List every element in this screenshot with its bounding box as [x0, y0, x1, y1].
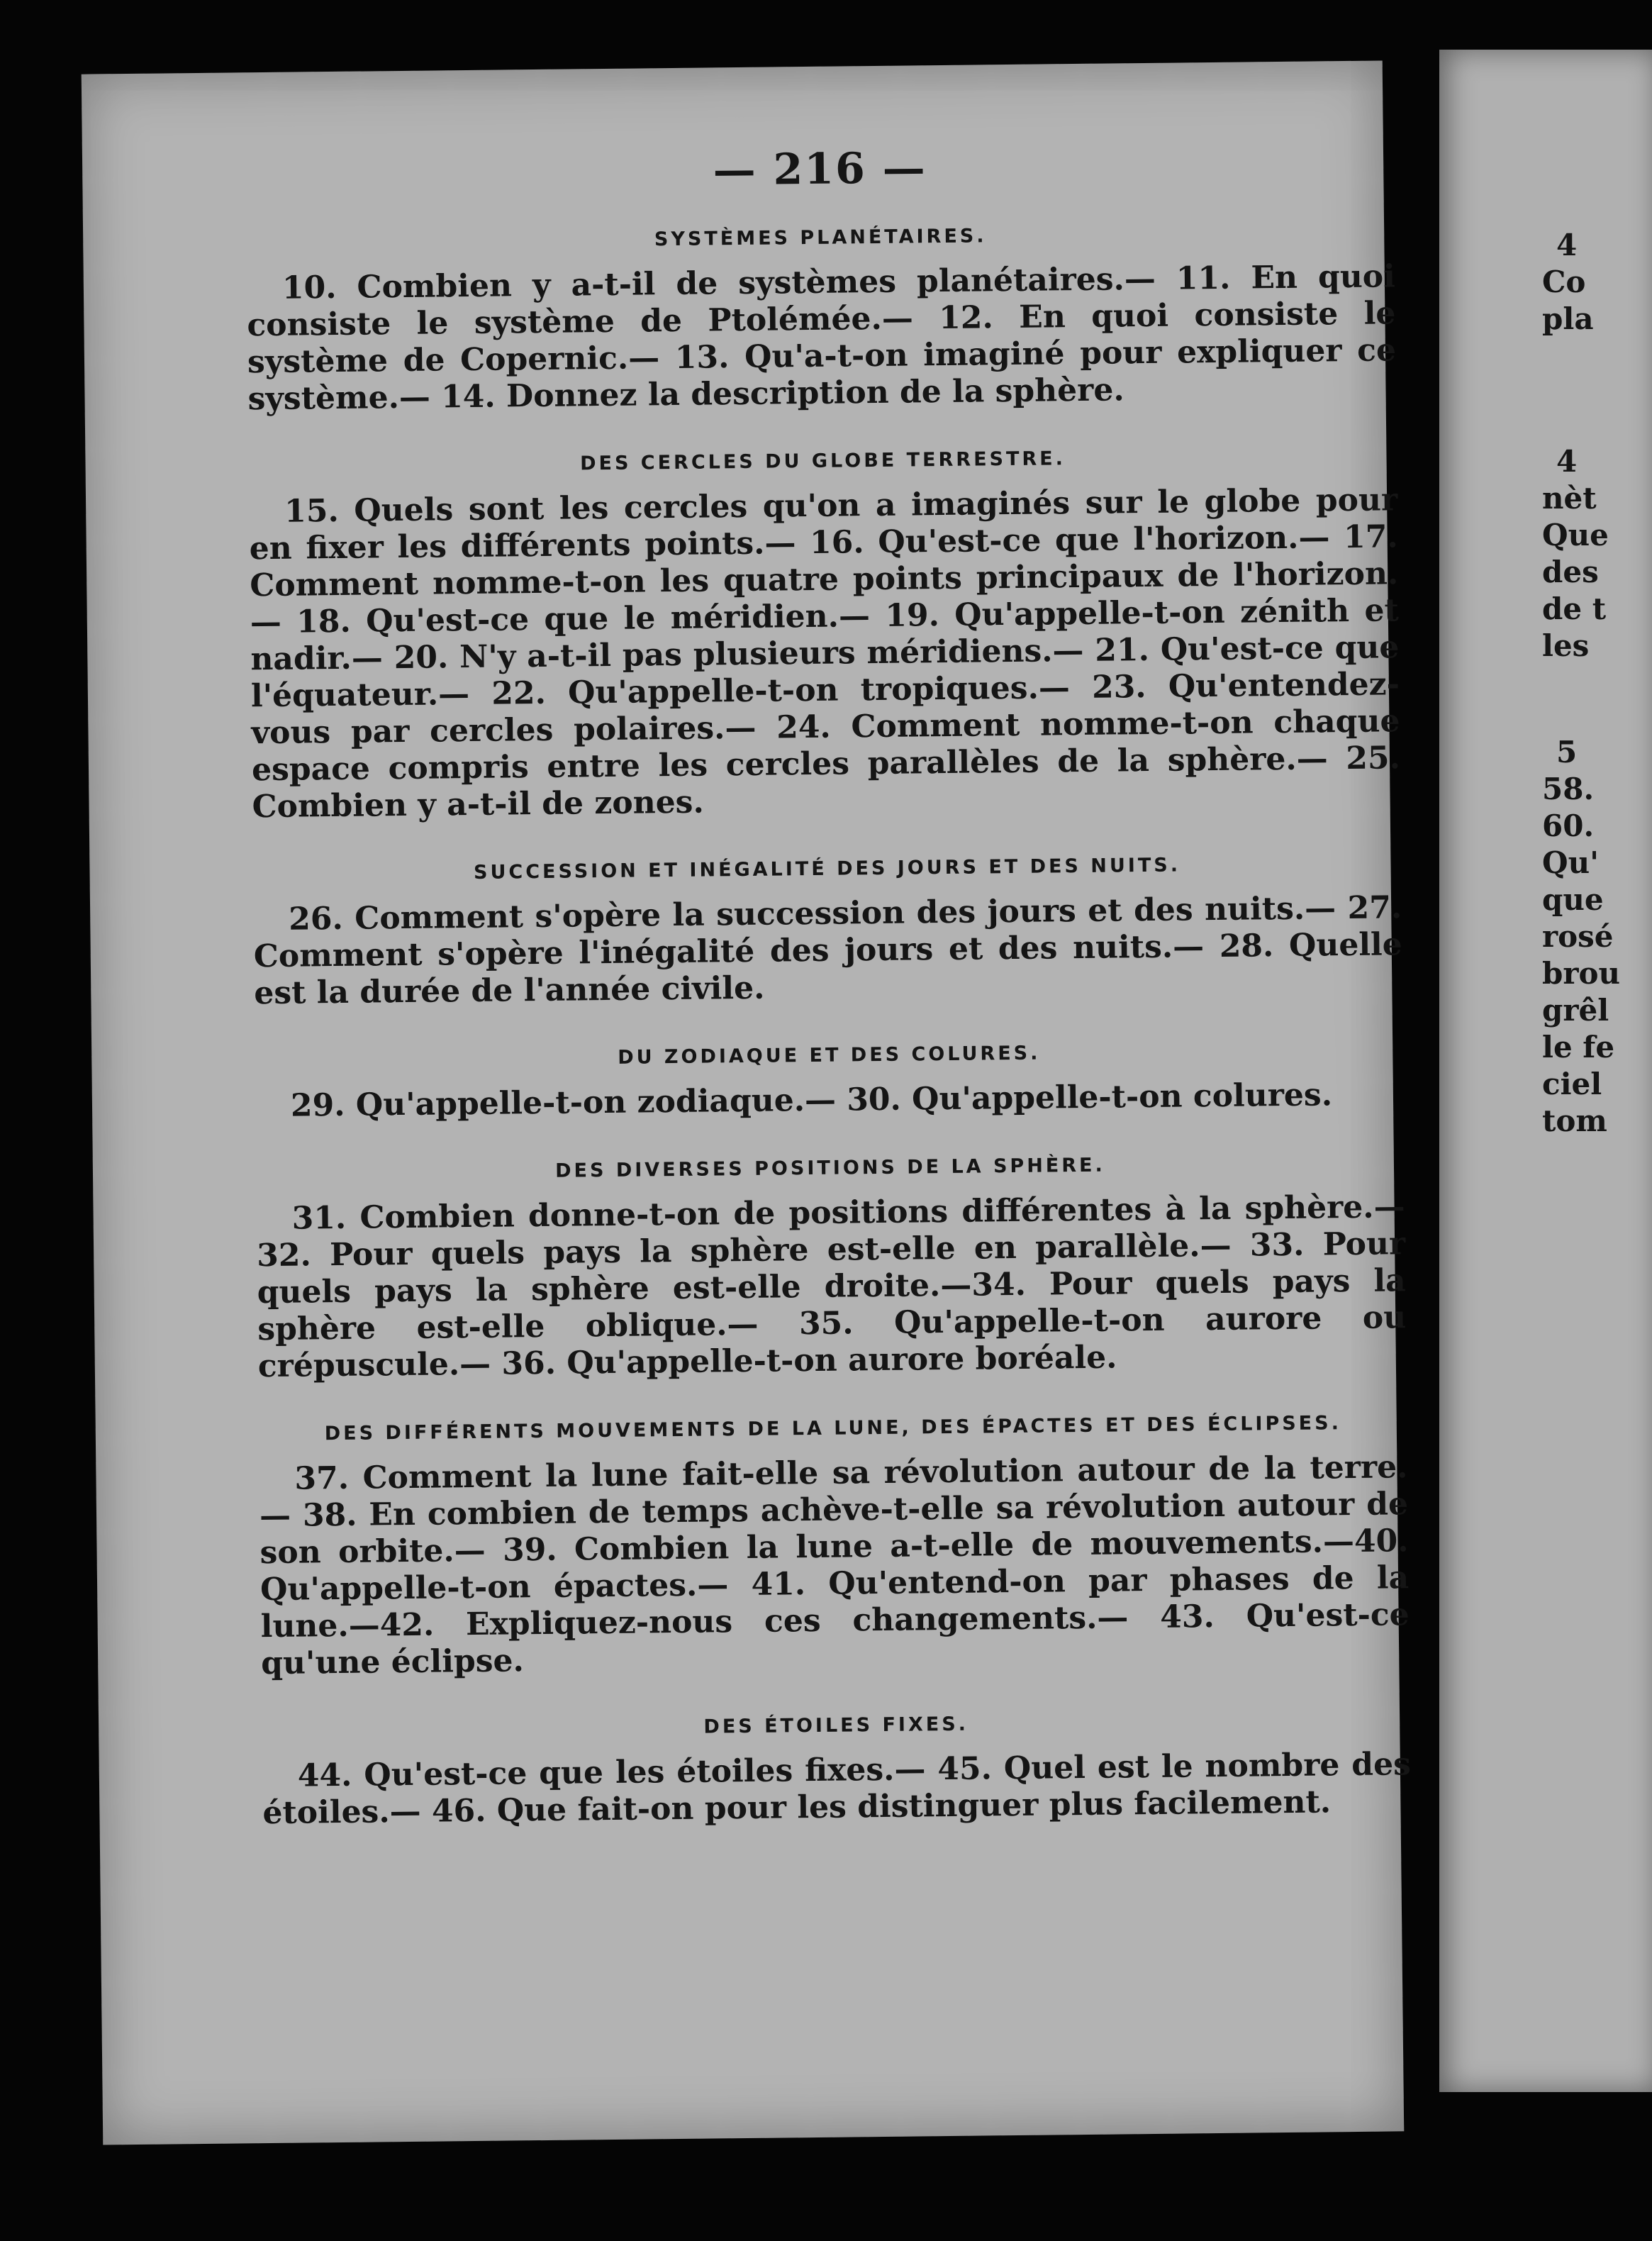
questions-31-36: 31. Combien donne-t-on de positions différentes à la sphère.— 32. Pour quels pays la sphère est-elle en parallèle.— 33. Pour quels pays la sphère est-elle droite.—34. Pour quels pays la sphère est-elle oblique.— 35. Qu'appelle-t-on aurore ou crépuscule.— 36. Qu'appelle-t-on aurore boréale. — [256, 1189, 1407, 1385]
facing-page-fragment-group-3 — [1542, 734, 1620, 1140]
facing-page-fragment-group-2 — [1542, 443, 1609, 664]
facing-page-line: grêl — [1542, 993, 1609, 1028]
questions-44-46: 44. Qu'est-ce que les étoiles fixes.— 45. Quel est le nombre des étoiles.— 46. Que fait-on pour les distinguer plus facilement. — [262, 1746, 1412, 1832]
facing-page-line: Co — [1542, 265, 1586, 299]
facing-page-line: que — [1542, 882, 1604, 917]
facing-page-line: des — [1542, 555, 1599, 589]
facing-page-line: 4 — [1556, 228, 1578, 262]
page-number: — 216 — — [713, 143, 927, 196]
questions-10-14: 10. Combien y a-t-il de systèmes planétaires.— 11. En quoi consiste le système de Ptolémée.— 12. En quoi consiste le système de Copernic.— 13. Qu'a-t-on imaginé pour expliquer ce système.— 14. Donnez la description de la sphère. — [247, 258, 1397, 418]
facing-page-line: le fe — [1542, 1030, 1615, 1064]
section-heading-etoiles-fixes: DES ÉTOILES FIXES. — [703, 1713, 969, 1738]
section-heading-systemes-planetaires: SYSTÈMES PLANÉTAIRES. — [654, 225, 987, 251]
questions-15-25: 15. Quels sont les cercles qu'on a imaginés sur le globe pour en fixer les différents points.— 16. Qu'est-ce que l'horizon.— 17. Comment nomme-t-on les quatre points principaux de l'horizon.— 18. Qu'est-ce que le méridien.— 19. Qu'appelle-t-on zénith et nadir.— 20. N'y a-t-il pas plusieurs méridiens.— 21. Qu'est-ce que l'équateur.— 22. Qu'appelle-t-on tropiques.— 23. Qu'entendez-vous par cercles polaires.— 24. Comment nomme-t-on chaque espace compris entre les cercles parallèles de la sphère.— 25. Combien y a-t-il de zones. — [249, 482, 1401, 825]
questions-26-28: 26. Comment s'opère la succession des jours et des nuits.— 27. Comment s'opère l'inégalité des jours et des nuits.— 28. Quelle est la durée de l'année civile. — [253, 889, 1402, 1012]
facing-page-line: Que — [1542, 518, 1609, 552]
questions-37-43: 37. Comment la lune fait-elle sa révolution autour de la terre.— 38. En combien de temps achève-t-elle sa révolution autour de son orbite.— 39. Combien la lune a-t-elle de mouvements.—40. Qu'appelle-t-on épactes.— 41. Qu'entend-on par phases de la lune.—42. Expliquez-nous ces changements.— 43. Qu'est-ce qu'une éclipse. — [259, 1449, 1410, 1682]
facing-page-line: 4 — [1556, 444, 1578, 479]
facing-page-line: pla — [1542, 301, 1594, 336]
section-heading-zodiaque: DU ZODIAQUE ET DES COLURES. — [618, 1042, 1041, 1069]
facing-page-line: 5 — [1556, 735, 1578, 769]
facing-page-line: rosé — [1542, 919, 1614, 954]
questions-29-30: 29. Qu'appelle-t-on zodiaque.— 30. Qu'appelle-t-on colures. — [290, 1077, 1333, 1124]
facing-page-line: de t — [1542, 591, 1607, 626]
facing-page-fragment-group-1 — [1542, 227, 1594, 338]
section-heading-jours-nuits: SUCCESSION ET INÉGALITÉ DES JOURS ET DES NUITS. — [473, 854, 1181, 884]
book-page-left — [82, 60, 1412, 2145]
section-heading-lune-eclipses: DES DIFFÉRENTS MOUVEMENTS DE LA LUNE, DES ÉPACTES ET DES ÉCLIPSES. — [324, 1412, 1342, 1445]
facing-page-line: brou — [1542, 956, 1621, 991]
facing-page-line: tom — [1542, 1103, 1607, 1138]
section-heading-cercles-globe: DES CERCLES DU GLOBE TERRESTRE. — [579, 447, 1066, 475]
facing-page-line: 60. — [1542, 808, 1595, 843]
facing-page-line: ciel — [1542, 1067, 1602, 1101]
facing-page-line: Qu' — [1542, 845, 1599, 880]
facing-page-line: 58. — [1542, 772, 1595, 806]
facing-page-line: les — [1542, 628, 1590, 663]
section-heading-positions-sphere: DES DIVERSES POSITIONS DE LA SPHÈRE. — [555, 1154, 1105, 1182]
page-text — [245, 138, 1412, 1870]
facing-page-line: nèt — [1542, 481, 1597, 516]
